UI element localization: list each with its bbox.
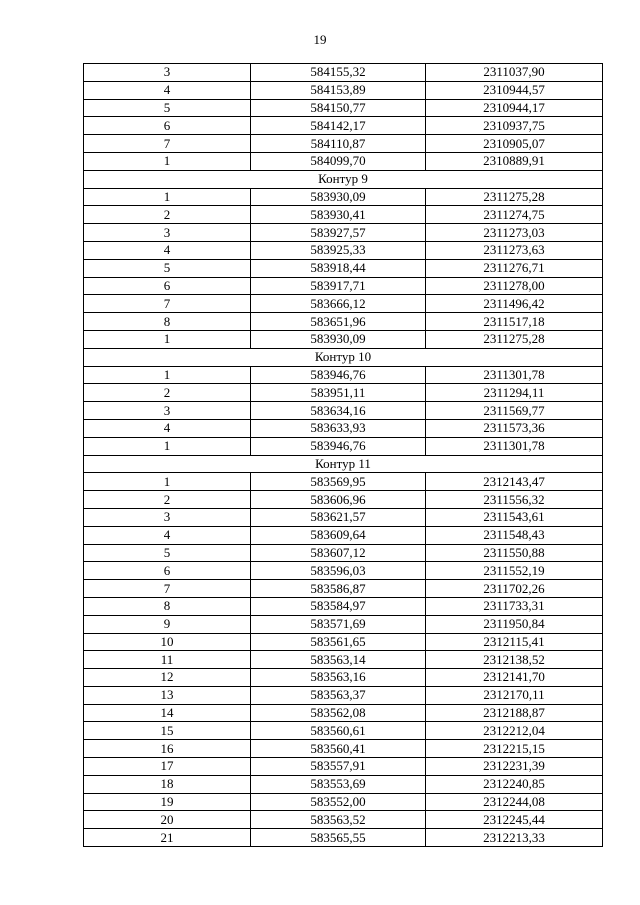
y-coordinate-cell: 2310937,75 [426,117,603,135]
x-coordinate-cell: 583584,97 [251,597,426,615]
table-row [84,64,603,82]
x-coordinate-cell: 583951,11 [251,384,426,402]
table-row [84,544,603,562]
y-coordinate-cell: 2311496,42 [426,295,603,313]
x-coordinate-cell: 583946,76 [251,437,426,455]
y-coordinate-cell: 2312240,85 [426,775,603,793]
point-number-cell: 20 [84,811,251,829]
table-row [84,758,603,776]
point-number-cell: 5 [84,259,251,277]
table-row [84,793,603,811]
table-row [84,437,603,455]
x-coordinate-cell: 583609,64 [251,526,426,544]
x-coordinate-cell: 583561,65 [251,633,426,651]
x-coordinate-cell: 583925,33 [251,241,426,259]
point-number-cell: 7 [84,295,251,313]
table-row [84,580,603,598]
table-row [84,829,603,847]
x-coordinate-cell: 583560,61 [251,722,426,740]
table-row [84,152,603,170]
x-coordinate-cell: 583596,03 [251,562,426,580]
x-coordinate-cell: 584150,77 [251,99,426,117]
y-coordinate-cell: 2311702,26 [426,580,603,598]
table-row [84,117,603,135]
point-number-cell: 1 [84,330,251,348]
x-coordinate-cell: 583930,09 [251,188,426,206]
x-coordinate-cell: 584155,32 [251,64,426,82]
y-coordinate-cell: 2311037,90 [426,64,603,82]
y-coordinate-cell: 2311543,61 [426,508,603,526]
table-row [84,633,603,651]
point-number-cell: 9 [84,615,251,633]
y-coordinate-cell: 2311276,71 [426,259,603,277]
point-number-cell: 6 [84,117,251,135]
table-row [84,491,603,509]
y-coordinate-cell: 2312213,33 [426,829,603,847]
x-coordinate-cell: 583633,93 [251,419,426,437]
point-number-cell: 11 [84,651,251,669]
point-number-cell: 6 [84,562,251,580]
point-number-cell: 4 [84,419,251,437]
y-coordinate-cell: 2312244,08 [426,793,603,811]
table-row [84,562,603,580]
y-coordinate-cell: 2311733,31 [426,597,603,615]
table-row [84,224,603,242]
y-coordinate-cell: 2311275,28 [426,188,603,206]
x-coordinate-cell: 583563,14 [251,651,426,669]
x-coordinate-cell: 583927,57 [251,224,426,242]
y-coordinate-cell: 2311275,28 [426,330,603,348]
y-coordinate-cell: 2311273,63 [426,241,603,259]
y-coordinate-cell: 2311950,84 [426,615,603,633]
x-coordinate-cell: 584153,89 [251,81,426,99]
point-number-cell: 16 [84,740,251,758]
x-coordinate-cell: 583563,16 [251,669,426,687]
x-coordinate-cell: 583621,57 [251,508,426,526]
y-coordinate-cell: 2311552,19 [426,562,603,580]
point-number-cell: 4 [84,241,251,259]
point-number-cell: 5 [84,99,251,117]
x-coordinate-cell: 583571,69 [251,615,426,633]
point-number-cell: 13 [84,686,251,704]
x-coordinate-cell: 584142,17 [251,117,426,135]
section-title: Контур 9 [84,170,603,188]
table-row [84,259,603,277]
y-coordinate-cell: 2311274,75 [426,206,603,224]
y-coordinate-cell: 2312215,15 [426,740,603,758]
point-number-cell: 1 [84,366,251,384]
table-row [84,651,603,669]
table-row [84,366,603,384]
y-coordinate-cell: 2311517,18 [426,313,603,331]
table-row [84,473,603,491]
x-coordinate-cell: 583930,41 [251,206,426,224]
point-number-cell: 18 [84,775,251,793]
section-header-row [84,170,603,188]
table-row [84,206,603,224]
y-coordinate-cell: 2312138,52 [426,651,603,669]
x-coordinate-cell: 583651,96 [251,313,426,331]
table-row [84,241,603,259]
coordinates-table-body [84,64,603,847]
y-coordinate-cell: 2311556,32 [426,491,603,509]
y-coordinate-cell: 2310944,57 [426,81,603,99]
point-number-cell: 2 [84,206,251,224]
x-coordinate-cell: 583918,44 [251,259,426,277]
point-number-cell: 1 [84,152,251,170]
y-coordinate-cell: 2311301,78 [426,366,603,384]
point-number-cell: 1 [84,473,251,491]
point-number-cell: 10 [84,633,251,651]
y-coordinate-cell: 2311301,78 [426,437,603,455]
table-row [84,508,603,526]
table-row [84,686,603,704]
point-number-cell: 1 [84,437,251,455]
point-number-cell: 3 [84,402,251,420]
table-row [84,313,603,331]
point-number-cell: 12 [84,669,251,687]
section-title: Контур 11 [84,455,603,473]
y-coordinate-cell: 2311294,11 [426,384,603,402]
y-coordinate-cell: 2312231,39 [426,758,603,776]
point-number-cell: 17 [84,758,251,776]
y-coordinate-cell: 2312245,44 [426,811,603,829]
y-coordinate-cell: 2310889,91 [426,152,603,170]
y-coordinate-cell: 2312115,41 [426,633,603,651]
table-row [84,669,603,687]
y-coordinate-cell: 2310944,17 [426,99,603,117]
point-number-cell: 19 [84,793,251,811]
y-coordinate-cell: 2312188,87 [426,704,603,722]
x-coordinate-cell: 584099,70 [251,152,426,170]
table-row [84,99,603,117]
point-number-cell: 7 [84,135,251,153]
point-number-cell: 3 [84,508,251,526]
table-row [84,597,603,615]
table-row [84,526,603,544]
x-coordinate-cell: 583557,91 [251,758,426,776]
table-row [84,811,603,829]
table-row [84,295,603,313]
table-row [84,135,603,153]
page-number: 19 [313,32,327,47]
point-number-cell: 3 [84,224,251,242]
point-number-cell: 8 [84,597,251,615]
table-row [84,277,603,295]
y-coordinate-cell: 2311569,77 [426,402,603,420]
point-number-cell: 15 [84,722,251,740]
x-coordinate-cell: 583946,76 [251,366,426,384]
y-coordinate-cell: 2310905,07 [426,135,603,153]
point-number-cell: 4 [84,81,251,99]
table-row [84,384,603,402]
x-coordinate-cell: 584110,87 [251,135,426,153]
table-row [84,615,603,633]
section-title: Контур 10 [84,348,603,366]
table-row [84,419,603,437]
point-number-cell: 2 [84,384,251,402]
y-coordinate-cell: 2312212,04 [426,722,603,740]
x-coordinate-cell: 583607,12 [251,544,426,562]
y-coordinate-cell: 2312143,47 [426,473,603,491]
x-coordinate-cell: 583563,52 [251,811,426,829]
x-coordinate-cell: 583562,08 [251,704,426,722]
x-coordinate-cell: 583563,37 [251,686,426,704]
x-coordinate-cell: 583560,41 [251,740,426,758]
table-row [84,740,603,758]
point-number-cell: 6 [84,277,251,295]
y-coordinate-cell: 2312141,70 [426,669,603,687]
section-header-row [84,348,603,366]
point-number-cell: 7 [84,580,251,598]
y-coordinate-cell: 2311548,43 [426,526,603,544]
y-coordinate-cell: 2311273,03 [426,224,603,242]
point-number-cell: 2 [84,491,251,509]
x-coordinate-cell: 583634,16 [251,402,426,420]
table-row [84,81,603,99]
point-number-cell: 21 [84,829,251,847]
table-row [84,402,603,420]
point-number-cell: 14 [84,704,251,722]
x-coordinate-cell: 583666,12 [251,295,426,313]
x-coordinate-cell: 583553,69 [251,775,426,793]
x-coordinate-cell: 583606,96 [251,491,426,509]
y-coordinate-cell: 2311278,00 [426,277,603,295]
table-row [84,775,603,793]
x-coordinate-cell: 583552,00 [251,793,426,811]
x-coordinate-cell: 583917,71 [251,277,426,295]
y-coordinate-cell: 2311550,88 [426,544,603,562]
point-number-cell: 4 [84,526,251,544]
coordinates-table [83,63,603,847]
x-coordinate-cell: 583569,95 [251,473,426,491]
x-coordinate-cell: 583930,09 [251,330,426,348]
point-number-cell: 3 [84,64,251,82]
y-coordinate-cell: 2311573,36 [426,419,603,437]
table-row [84,722,603,740]
table-row [84,704,603,722]
point-number-cell: 1 [84,188,251,206]
table-row [84,330,603,348]
table-row [84,188,603,206]
point-number-cell: 8 [84,313,251,331]
x-coordinate-cell: 583586,87 [251,580,426,598]
section-header-row [84,455,603,473]
y-coordinate-cell: 2312170,11 [426,686,603,704]
point-number-cell: 5 [84,544,251,562]
x-coordinate-cell: 583565,55 [251,829,426,847]
